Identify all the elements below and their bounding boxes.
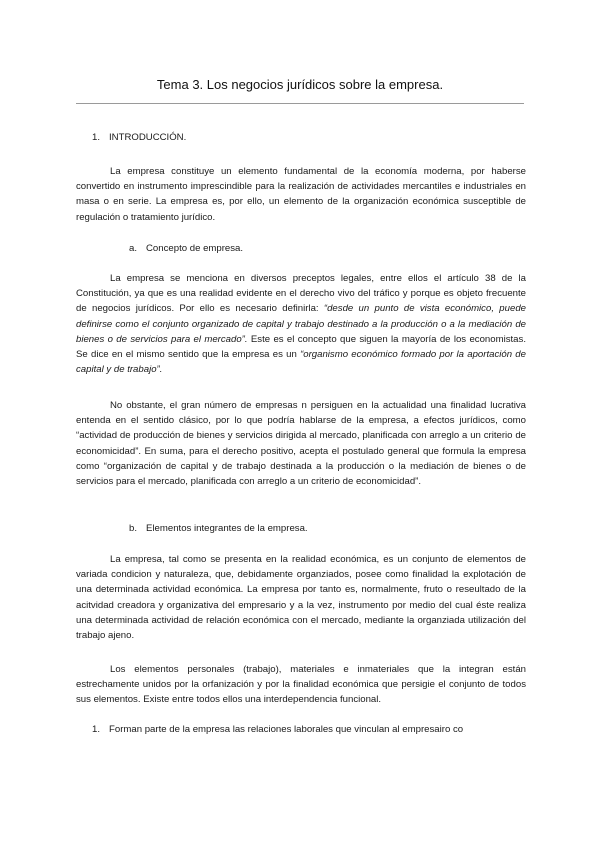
section-label: INTRODUCCIÓN.	[109, 132, 187, 143]
section-heading-introduccion	[92, 130, 186, 145]
subsection-heading-concepto	[129, 241, 243, 256]
subsection-letter: a.	[129, 243, 138, 254]
document-title: Tema 3. Los negocios jurídicos sobre la empresa.	[156, 77, 444, 92]
paragraph-text: No obstante, el gran número de empresas n persiguen en la actualidad una finalidad lucrativa entenda en el sentido clásico, por lo que podría hablarse de la empresa, a efectos jurídicos, como “actividad de producción de bienes y servicios dirigida al mercado, planificada con arreglo a un criterio de economicidad”. En suma, para el derecho positivo, acepta el postulado general que formula la empresa como “organización de capital y de trabajo destinada a la producción o la mediación de bienes o de servicios para el mercado, planificada con arreglo a un criterio de economicidad”.	[76, 400, 526, 488]
quoted-definition: “desde un punto de vista económico, puede definirse como el conjunto organizado de capital y trabajo destinado a la producción o a la mediación de bienes o de servicios para el mercado”.	[76, 303, 526, 345]
paragraph-text: La empresa, tal como se presenta en la realidad económica, es un conjunto de elementos de variada condicion y naturaleza, que, debidamente organziados, posee como finalidad la explotación de una determinada actividad económica. La empresa por tanto es, normalmente, fruto o reseultado de la acitvidad creadora y organizativa del empresario y a la vez, instrumento por medio del cual éste realiza una determinada actividad de relación económica con el mercado, mediante la organziada utilización del trabajo ajeno.	[76, 554, 526, 642]
item-number: 1.	[92, 724, 101, 735]
paragraph-part: Este es el concepto que siguen la mayoría de los economistas. Se dice en el mismo sentido que la empresa es un	[76, 333, 526, 361]
paragraph-text	[76, 271, 526, 377]
section-number: 1.	[92, 132, 101, 143]
paragraph-no-obstante	[76, 398, 526, 489]
paragraph-personales	[76, 662, 526, 708]
subsection-letter: b.	[129, 523, 138, 534]
numbered-item	[92, 722, 463, 737]
paragraph-part: La empresa se menciona en diversos preceptos legales, entre ellos el artículo 38 de la Constitución, ya que es una realidad evidente en el derecho vivo del tráfico y porque es objeto frecuente de negocios jurídicos. Por ello es necesario definirla:	[76, 273, 526, 315]
paragraph-text: La empresa constituye un elemento fundamental de la economía moderna, por haberse convertido en instrumento imprescindible para la realización de actividades mercantiles e industriales en masa o en serie. La empresa es, por ello, un elemento de la organización económica susceptible de regulación o tratamiento jurídico.	[76, 166, 526, 223]
title-divider	[76, 103, 524, 104]
item-text: Forman parte de la empresa las relaciones laborales que vinculan al empresairo co	[109, 724, 464, 735]
paragraph-text: Los elementos personales (trabajo), materiales e inmateriales que la integran están estrechamente unidos por la orfanización y por la finalidad económica que persigie el conjunto de todos sus elementos. Existe entre todos ellos una interdependencia funcional.	[76, 664, 526, 706]
subsection-label: Concepto de empresa.	[146, 243, 244, 254]
subsection-label: Elementos integrantes de la empresa.	[146, 523, 308, 534]
quoted-definition: “organismo económico formado por la aportación de capital y de trabajo”.	[76, 349, 526, 376]
subsection-heading-elementos	[129, 521, 308, 536]
paragraph-elementos	[76, 552, 526, 643]
paragraph-concepto	[76, 271, 526, 377]
paragraph-intro	[76, 164, 526, 225]
